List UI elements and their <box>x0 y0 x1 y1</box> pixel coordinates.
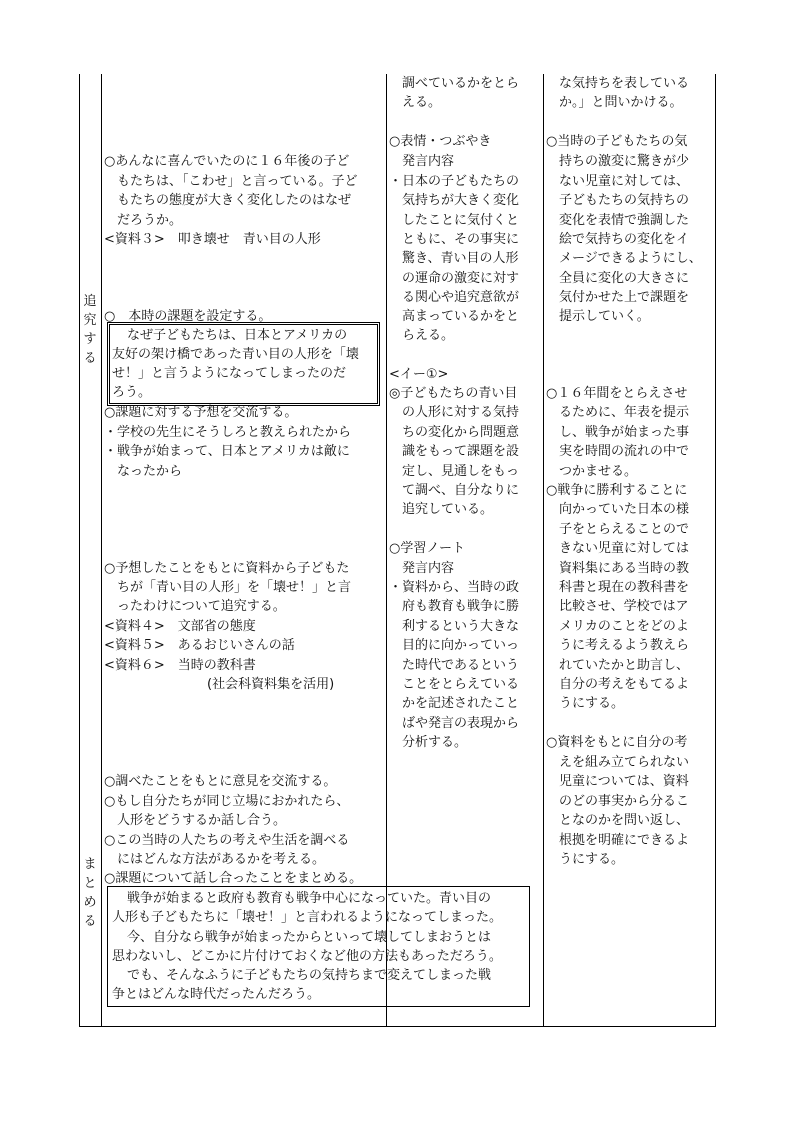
resource-4: <資料４> 文部省の態度 <box>104 619 256 634</box>
resource-3: <資料３> 叩き壊せ 青い目の人形 <box>104 232 321 247</box>
table-line-activity <box>386 74 387 1027</box>
table-line-left <box>79 74 80 1027</box>
eval-criterion-label: <イー①> <box>389 367 449 382</box>
resource-5: <資料５> あるおじいさんの話 <box>104 638 295 653</box>
table-line-bottom <box>79 1026 716 1027</box>
resource-6: <資料６> 当時の教科書 <box>104 658 256 673</box>
table-line-stage <box>101 74 102 1027</box>
resource-6-note: (社会科資料集を活用) <box>207 677 335 692</box>
task-intro: ○ 本時の課題を設定する。 <box>104 309 272 324</box>
table-line-eval <box>543 74 544 1027</box>
table-line-right <box>715 74 716 1027</box>
